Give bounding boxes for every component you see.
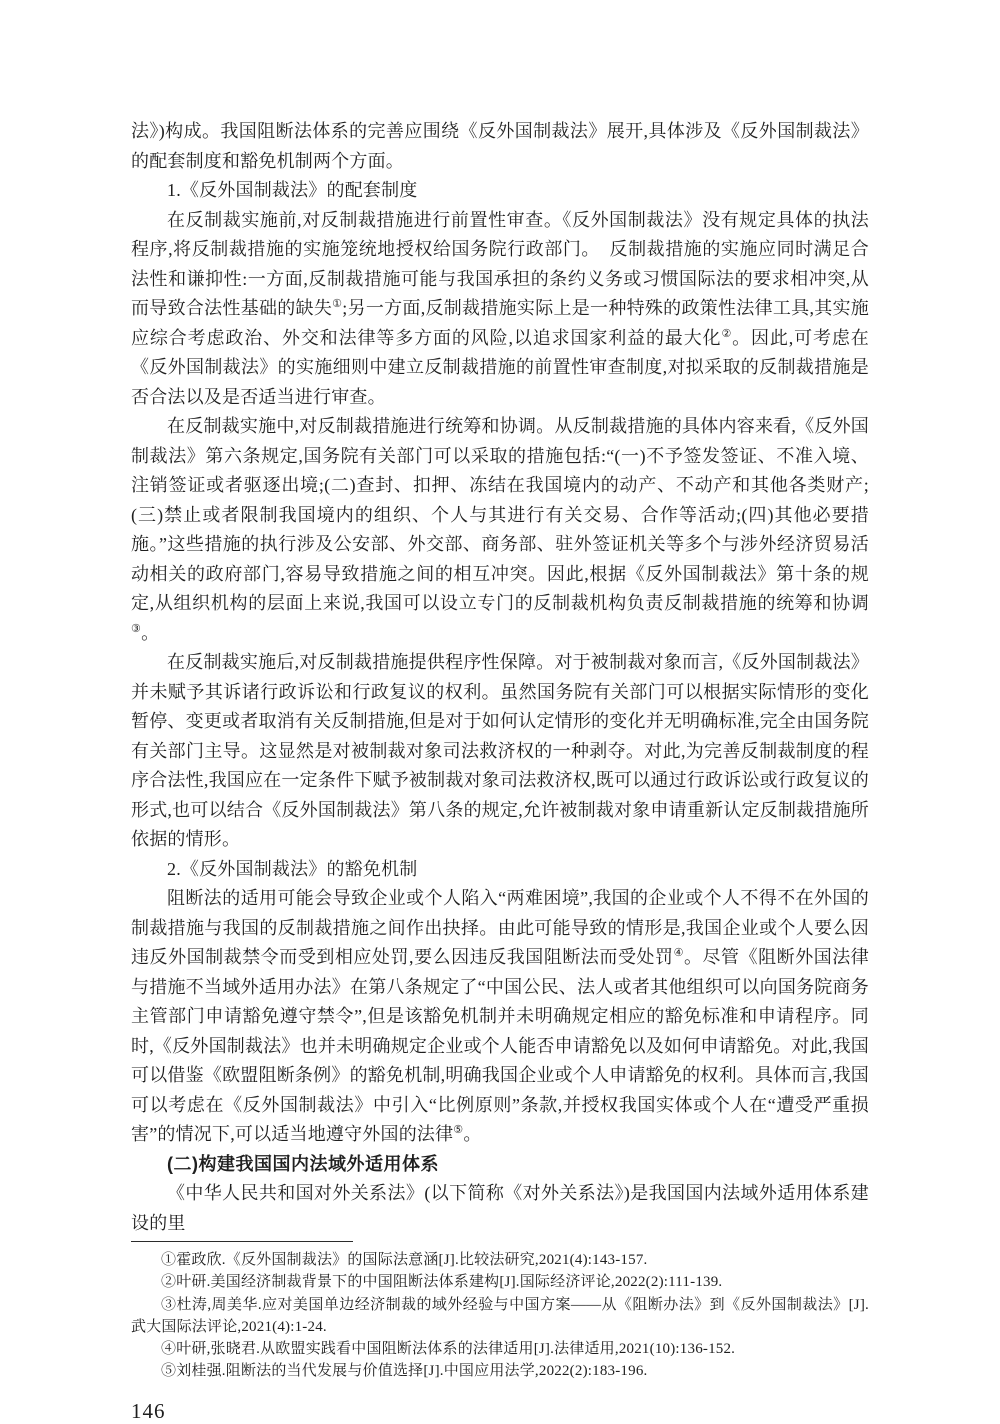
footnote-item: ①霍政欣.《反外国制裁法》的国际法意涵[J].比较法研究,2021(4):143-157. xyxy=(161,1252,648,1268)
footnote-ref: ④ xyxy=(673,947,684,959)
paragraph: 在反制裁实施后,对反制裁措施提供程序性保障。对于被制裁对象而言,《反外国制裁法》并未赋予其诉诸行政诉讼和行政复议的权利。虽然国务院有关部门可以根据实际情形的变化暂停、变更或者取消有关反制措施,但是对于如何认定情形的变化并无明确标准,完全由国务院有关部门主导。这显然是对被制裁对象司法救济权的一种剥夺。对此,为完善反制裁制度的程序合法性,我国应在一定条件下赋予被制裁对象司法救济权,既可以通过行政诉讼或行政复议的形式,也可以结合《反外国制裁法》第八条的规定,允许被制裁对象申请重新认定反制裁措施所依据的情形。 xyxy=(131,652,869,849)
article-body xyxy=(131,117,869,1238)
footnote-item: ⑤刘桂强.阻断法的当代发展与价值选择[J].中国应用法学,2022(2):183-196. xyxy=(161,1363,648,1380)
footnote-ref: ③ xyxy=(131,622,142,635)
page-number: 146 xyxy=(131,1398,166,1423)
footnote-divider xyxy=(131,1241,353,1242)
section-heading: (二)构建我国国内法域外适用体系 xyxy=(167,1153,439,1174)
paragraph: 在反制裁实施中,对反制裁措施进行统筹和协调。从反制裁措施的具体内容来看,《反外国制裁法》第六条规定,国务院有关部门可以采取的措施包括:“(一)不予签发签证、不准入境、注销签证或者驱逐出境;(二)查封、扣押、冻结在我国境内的动产、不动产和其他各类财产;(三)禁止或者限制我国境内的组织、个人与其进行有关交易、合作等活动;(四)其他必要措施。”这些措施的执行涉及公安部、外交部、商务部、驻外签证机关等多个与涉外经济贸易活动相关的政府部门,容易导致措施之间的相互冲突。因此,根据《反外国制裁法》第十条的规定,从组织机构的层面上来说,我国可以设立专门的反制裁机构负责反制裁措施的统筹和协调③。 xyxy=(131,416,869,643)
footnotes xyxy=(131,1249,869,1383)
footnote-ref: ② xyxy=(721,327,733,340)
paragraph: 《中华人民共和国对外关系法》(以下简称《对外关系法》)是我国国内法域外适用体系建设的里 xyxy=(131,1183,869,1233)
footnote-item: ④叶研,张晓君.从欧盟实践看中国阻断法体系的法律适用[J].法律适用,2021(10):136-152. xyxy=(161,1341,736,1358)
paragraph: 在反制裁实施前,对反制裁措施进行前置性审查。《反外国制裁法》没有规定具体的执法程序,将反制裁措施的实施笼统地授权给国务院行政部门。 反制裁措施的实施应同时满足合法性和谦抑性:一方面,反制裁措施可能与我国承担的条约义务或习惯国际法的要求相冲突,从而导致合法性基础的缺失①;另一方面,反制裁措施实际上是一种特殊的政策性法律工具,其实施应综合考虑政治、外交和法律等多方面的风险,以追求国家利益的最大化②。因此,可考虑在《反外国制裁法》的实施细则中建立反制裁措施的前置性审查制度,对拟采取的反制裁措施是否合法以及是否适当进行审查。 xyxy=(131,209,870,407)
footnote-item: ②叶研.美国经济制裁背景下的中国阻断法体系建构[J].国际经济评论,2022(2):111-139. xyxy=(161,1274,723,1291)
footnote-ref: ① xyxy=(332,298,343,310)
continuation: 法》)构成。我国阻断法体系的完善应围绕《反外国制裁法》展开,具体涉及《反外国制裁法》的配套制度和豁免机制两个方面。 xyxy=(131,121,869,171)
footnote-item: ③杜涛,周美华.应对美国单边经济制裁的域外经验与中国方案——从《阻断办法》到《反外国制裁法》[J].武大国际法评论,2021(4):1-24. xyxy=(131,1296,869,1335)
subheading: 1.《反外国制裁法》的配套制度 xyxy=(167,180,418,200)
footnote-ref: ⑤ xyxy=(453,1124,464,1136)
paragraph: 阻断法的适用可能会导致企业或个人陷入“两难困境”,我国的企业或个人不得不在外国的制裁措施与我国的反制裁措施之间作出抉择。由此可能导致的情形是,我国企业或个人要么因违反外国制裁禁令而受到相应处罚,要么因违反我国阻断法而受处罚④。尽管《阻断外国法律与措施不当域外适用办法》在第八条规定了“中国公民、法人或者其他组织可以向国务院商务主管部门申请豁免遵守禁令”,但是该豁免机制并未明确规定相应的豁免标准和申请程序。同时,《反外国制裁法》也并未明确规定企业或个人能否申请豁免以及如何申请豁免。对此,我国可以借鉴《欧盟阻断条例》的豁免机制,明确我国企业或个人申请豁免的权利。具体而言,我国可以考虑在《反外国制裁法》中引入“比例原则”条款,并授权我国实体或个人在“遭受严重损害”的情况下,可以适当地遵守外国的法律⑤。 xyxy=(131,888,870,1144)
subheading: 2.《反外国制裁法》的豁免机制 xyxy=(167,858,418,879)
